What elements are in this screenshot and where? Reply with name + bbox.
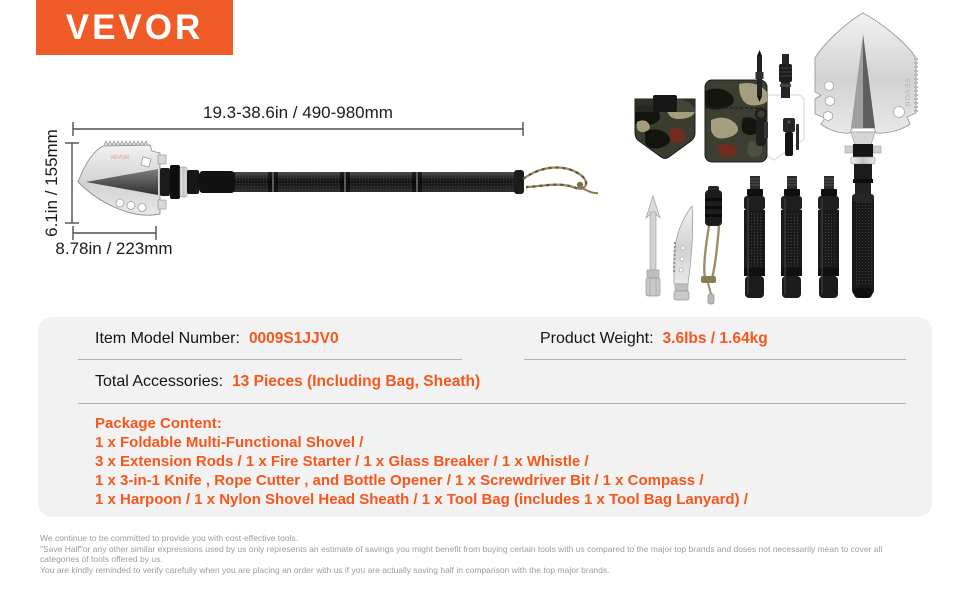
length-dimension-label: 19.3-38.6in / 490-980mm <box>203 103 393 122</box>
model-label: Item Model Number: <box>95 330 240 347</box>
accessories-label: Total Accessories: <box>95 373 224 390</box>
spec-panel <box>38 317 932 517</box>
vevor-logo <box>36 0 233 55</box>
camo-sheath <box>633 95 695 159</box>
blade-serrated-edge <box>104 141 148 145</box>
spec-row-accessories <box>95 373 480 391</box>
package-content-block <box>95 414 748 509</box>
weight-value: 3.6lbs / 1.64kg <box>662 330 768 347</box>
disclaimer-line: "Save Half"or any other similar expressions used by us only represents an estimate of savings you might benefit from buying certain tools with us compared to the major top brands and doses not necessarily mean to cover all <box>40 543 883 554</box>
accessories-kit-image <box>615 0 970 315</box>
divider-weight <box>524 359 906 360</box>
extension-rods <box>744 176 839 298</box>
handle-lanyard <box>523 168 598 194</box>
model-value: 0009S1JJV0 <box>248 330 339 347</box>
spec-row-weight <box>540 330 768 348</box>
package-content-line: 1 x Foldable Multi-Functional Shovel / <box>95 434 364 451</box>
width-dimension-line <box>73 226 156 240</box>
bit-adapter <box>779 54 792 98</box>
whistle-with-lanyard <box>701 186 722 304</box>
disclaimer-text <box>40 533 945 576</box>
spec-row-model <box>95 330 339 348</box>
width-dimension-label: 8.78in / 223mm <box>55 239 173 258</box>
knife <box>674 206 693 300</box>
package-content-line: 3 x Extension Rods / 1 x Fire Starter / 1 x Glass Breaker / 1 x Whistle / <box>95 453 589 470</box>
harpoon <box>646 196 660 296</box>
divider-model <box>78 359 462 360</box>
divider-accessories <box>78 403 906 404</box>
vevor-logo-text: VEVOR <box>65 7 204 47</box>
accessories-value: 13 Pieces (Including Bag, Sheath) <box>232 373 481 390</box>
weight-label: Product Weight: <box>540 330 654 347</box>
shovel-handle <box>160 165 524 199</box>
package-content-title: Package Content: <box>95 415 222 432</box>
height-dimension-label: 6.1in / 155mm <box>42 129 61 237</box>
height-dimension-line <box>65 143 79 223</box>
package-content-line: 1 x 3-in-1 Knife , Rope Cutter , and Bottle Opener / 1 x Screwdriver Bit / 1 x Compass / <box>95 472 704 489</box>
disclaimer-line: categories of tools offered by us. <box>40 554 163 565</box>
disclaimer-line: We continue to be committed to provide you with cost-effective tools. <box>40 533 299 543</box>
fire-starter <box>783 118 799 156</box>
disclaimer-line: You are kindly reminded to verify carefully when you are placing an order with us if you are actually saving half in comparison with the top major brands. <box>40 565 610 576</box>
head-brand-mark: VEVOR <box>903 78 910 108</box>
shovel-blade <box>78 141 166 215</box>
package-content-line: 1 x Harpoon / 1 x Nylon Shovel Head Sheath / 1 x Tool Bag (includes 1 x Tool Bag Lanyard) / <box>95 491 748 508</box>
length-dimension-line <box>73 122 523 136</box>
blade-brand-mark: VEVOR <box>110 155 130 161</box>
